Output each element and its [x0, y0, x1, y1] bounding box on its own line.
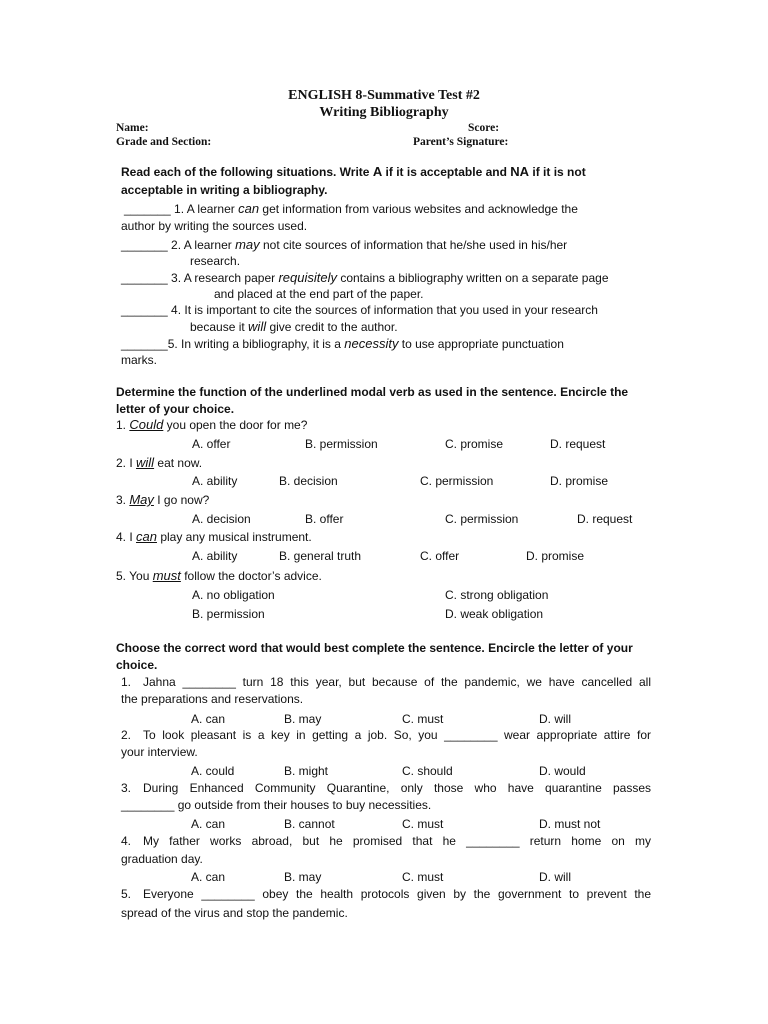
option[interactable]: C. permission: [445, 512, 519, 526]
page-subtitle: Writing Bibliography: [319, 105, 449, 120]
name-label: Name:: [116, 122, 149, 134]
part1-item-1: _______ 1. A learner can get information from various websites and acknowledge the: [124, 201, 578, 216]
part3-question-number: 3.: [121, 781, 132, 795]
option[interactable]: C. offer: [420, 549, 460, 563]
option[interactable]: B. may: [284, 712, 322, 726]
option[interactable]: D. request: [550, 437, 606, 451]
part3-question-5-line2: spread of the virus and stop the pandemic.: [121, 906, 348, 920]
part1-item-3: _______ 3. A research paper requisitely contains a bibliography written on a separate page: [121, 270, 609, 285]
part3-question-5: Everyone ________ obey the health protocols given by the government to prevent the: [143, 887, 651, 901]
part3-question-4-line2: graduation day.: [121, 852, 203, 866]
part3-question-2-line2: your interview.: [121, 745, 198, 759]
part1-item-3-line2: and placed at the end part of the paper.: [214, 287, 424, 301]
part2-question-4: 4. I can play any musical instrument.: [116, 529, 312, 544]
part3-instruction: Choose the correct word that would best complete the sentence. Encircle the letter of your: [116, 641, 633, 655]
option[interactable]: B. decision: [279, 474, 338, 488]
option[interactable]: A. offer: [192, 437, 231, 451]
option[interactable]: A. decision: [192, 512, 251, 526]
part3-question-number: 2.: [121, 728, 132, 742]
part3-instruction-line2: choice.: [116, 658, 158, 672]
part3-question-3-line2: ________ go outside from their houses to buy necessities.: [121, 798, 432, 812]
part2-instruction-line2: letter of your choice.: [116, 402, 235, 416]
part1-item-1-line2: author by writing the sources used.: [121, 219, 308, 233]
option[interactable]: A. can: [191, 870, 226, 884]
option[interactable]: C. must: [402, 870, 444, 884]
option[interactable]: A. can: [191, 817, 226, 831]
option[interactable]: D. weak obligation: [445, 607, 544, 621]
part3-question-3: During Enhanced Community Quarantine, only those who have quarantine passes: [143, 781, 651, 795]
part3-question-number: 5.: [121, 887, 132, 901]
part1-item-2: _______ 2. A learner may not cite sources of information that he/she used in his/her: [121, 237, 568, 252]
option[interactable]: C. permission: [420, 474, 494, 488]
part1-item-5: _______5. In writing a bibliography, it is a necessity to use appropriate punctuation: [121, 336, 564, 351]
part3-question-4: My father works abroad, but he promised that he ________ return home on my: [143, 834, 651, 848]
score-label: Score:: [468, 122, 500, 134]
part1-instruction: Read each of the following situations. Write A if it is acceptable and NA if it is not: [121, 164, 586, 179]
part1-item-4-line2: because it will give credit to the author.: [190, 319, 398, 334]
option[interactable]: D. would: [539, 764, 586, 778]
option[interactable]: A. can: [191, 712, 226, 726]
option[interactable]: B. general truth: [279, 549, 362, 563]
option[interactable]: C. must: [402, 817, 444, 831]
option[interactable]: B. may: [284, 870, 322, 884]
part2-instruction: Determine the function of the underlined modal verb as used in the sentence. Encircle the: [116, 385, 629, 399]
option[interactable]: C. strong obligation: [445, 588, 549, 602]
part3-question-number: 1.: [121, 675, 132, 689]
option[interactable]: D. promise: [550, 474, 609, 488]
option[interactable]: B. cannot: [284, 817, 335, 831]
part3-question-number: 4.: [121, 834, 132, 848]
part2-question-3: 3. May I go now?: [116, 492, 210, 507]
option[interactable]: B. permission: [192, 607, 265, 621]
option[interactable]: B. offer: [305, 512, 344, 526]
part1-instruction-line2: acceptable in writing a bibliography.: [121, 183, 328, 197]
part3-question-1-line2: the preparations and reservations.: [121, 692, 304, 706]
part1-item-5-line2: marks.: [121, 353, 157, 367]
option[interactable]: D. will: [539, 712, 571, 726]
grade-section-label: Grade and Section:: [116, 136, 212, 148]
option[interactable]: A. could: [191, 764, 235, 778]
option[interactable]: D. request: [577, 512, 633, 526]
part3-question-2: To look pleasant is a key in getting a job. So, you ________ wear appropriate attire for: [143, 728, 651, 742]
part2-question-5: 5. You must follow the doctor’s advice.: [116, 568, 322, 583]
page-title: ENGLISH 8-Summative Test #2: [288, 88, 480, 103]
option[interactable]: A. no obligation: [192, 588, 275, 602]
option[interactable]: A. ability: [192, 474, 238, 488]
part2-question-2: 2. I will eat now.: [116, 455, 203, 470]
part2-question-1: 1. Could you open the door for me?: [116, 417, 308, 432]
option[interactable]: D. must not: [539, 817, 601, 831]
option[interactable]: D. will: [539, 870, 571, 884]
part1-item-2-line2: research.: [190, 254, 241, 268]
option[interactable]: B. permission: [305, 437, 378, 451]
option[interactable]: D. promise: [526, 549, 585, 563]
option[interactable]: C. promise: [445, 437, 504, 451]
option[interactable]: C. should: [402, 764, 453, 778]
option[interactable]: B. might: [284, 764, 329, 778]
option[interactable]: A. ability: [192, 549, 238, 563]
option[interactable]: C. must: [402, 712, 444, 726]
part1-item-4: _______ 4. It is important to cite the sources of information that you used in your research: [121, 303, 598, 317]
parent-signature-label: Parent’s Signature:: [413, 136, 509, 148]
part3-question-1: Jahna ________ turn 18 this year, but because of the pandemic, we have cancelled all: [143, 675, 651, 689]
